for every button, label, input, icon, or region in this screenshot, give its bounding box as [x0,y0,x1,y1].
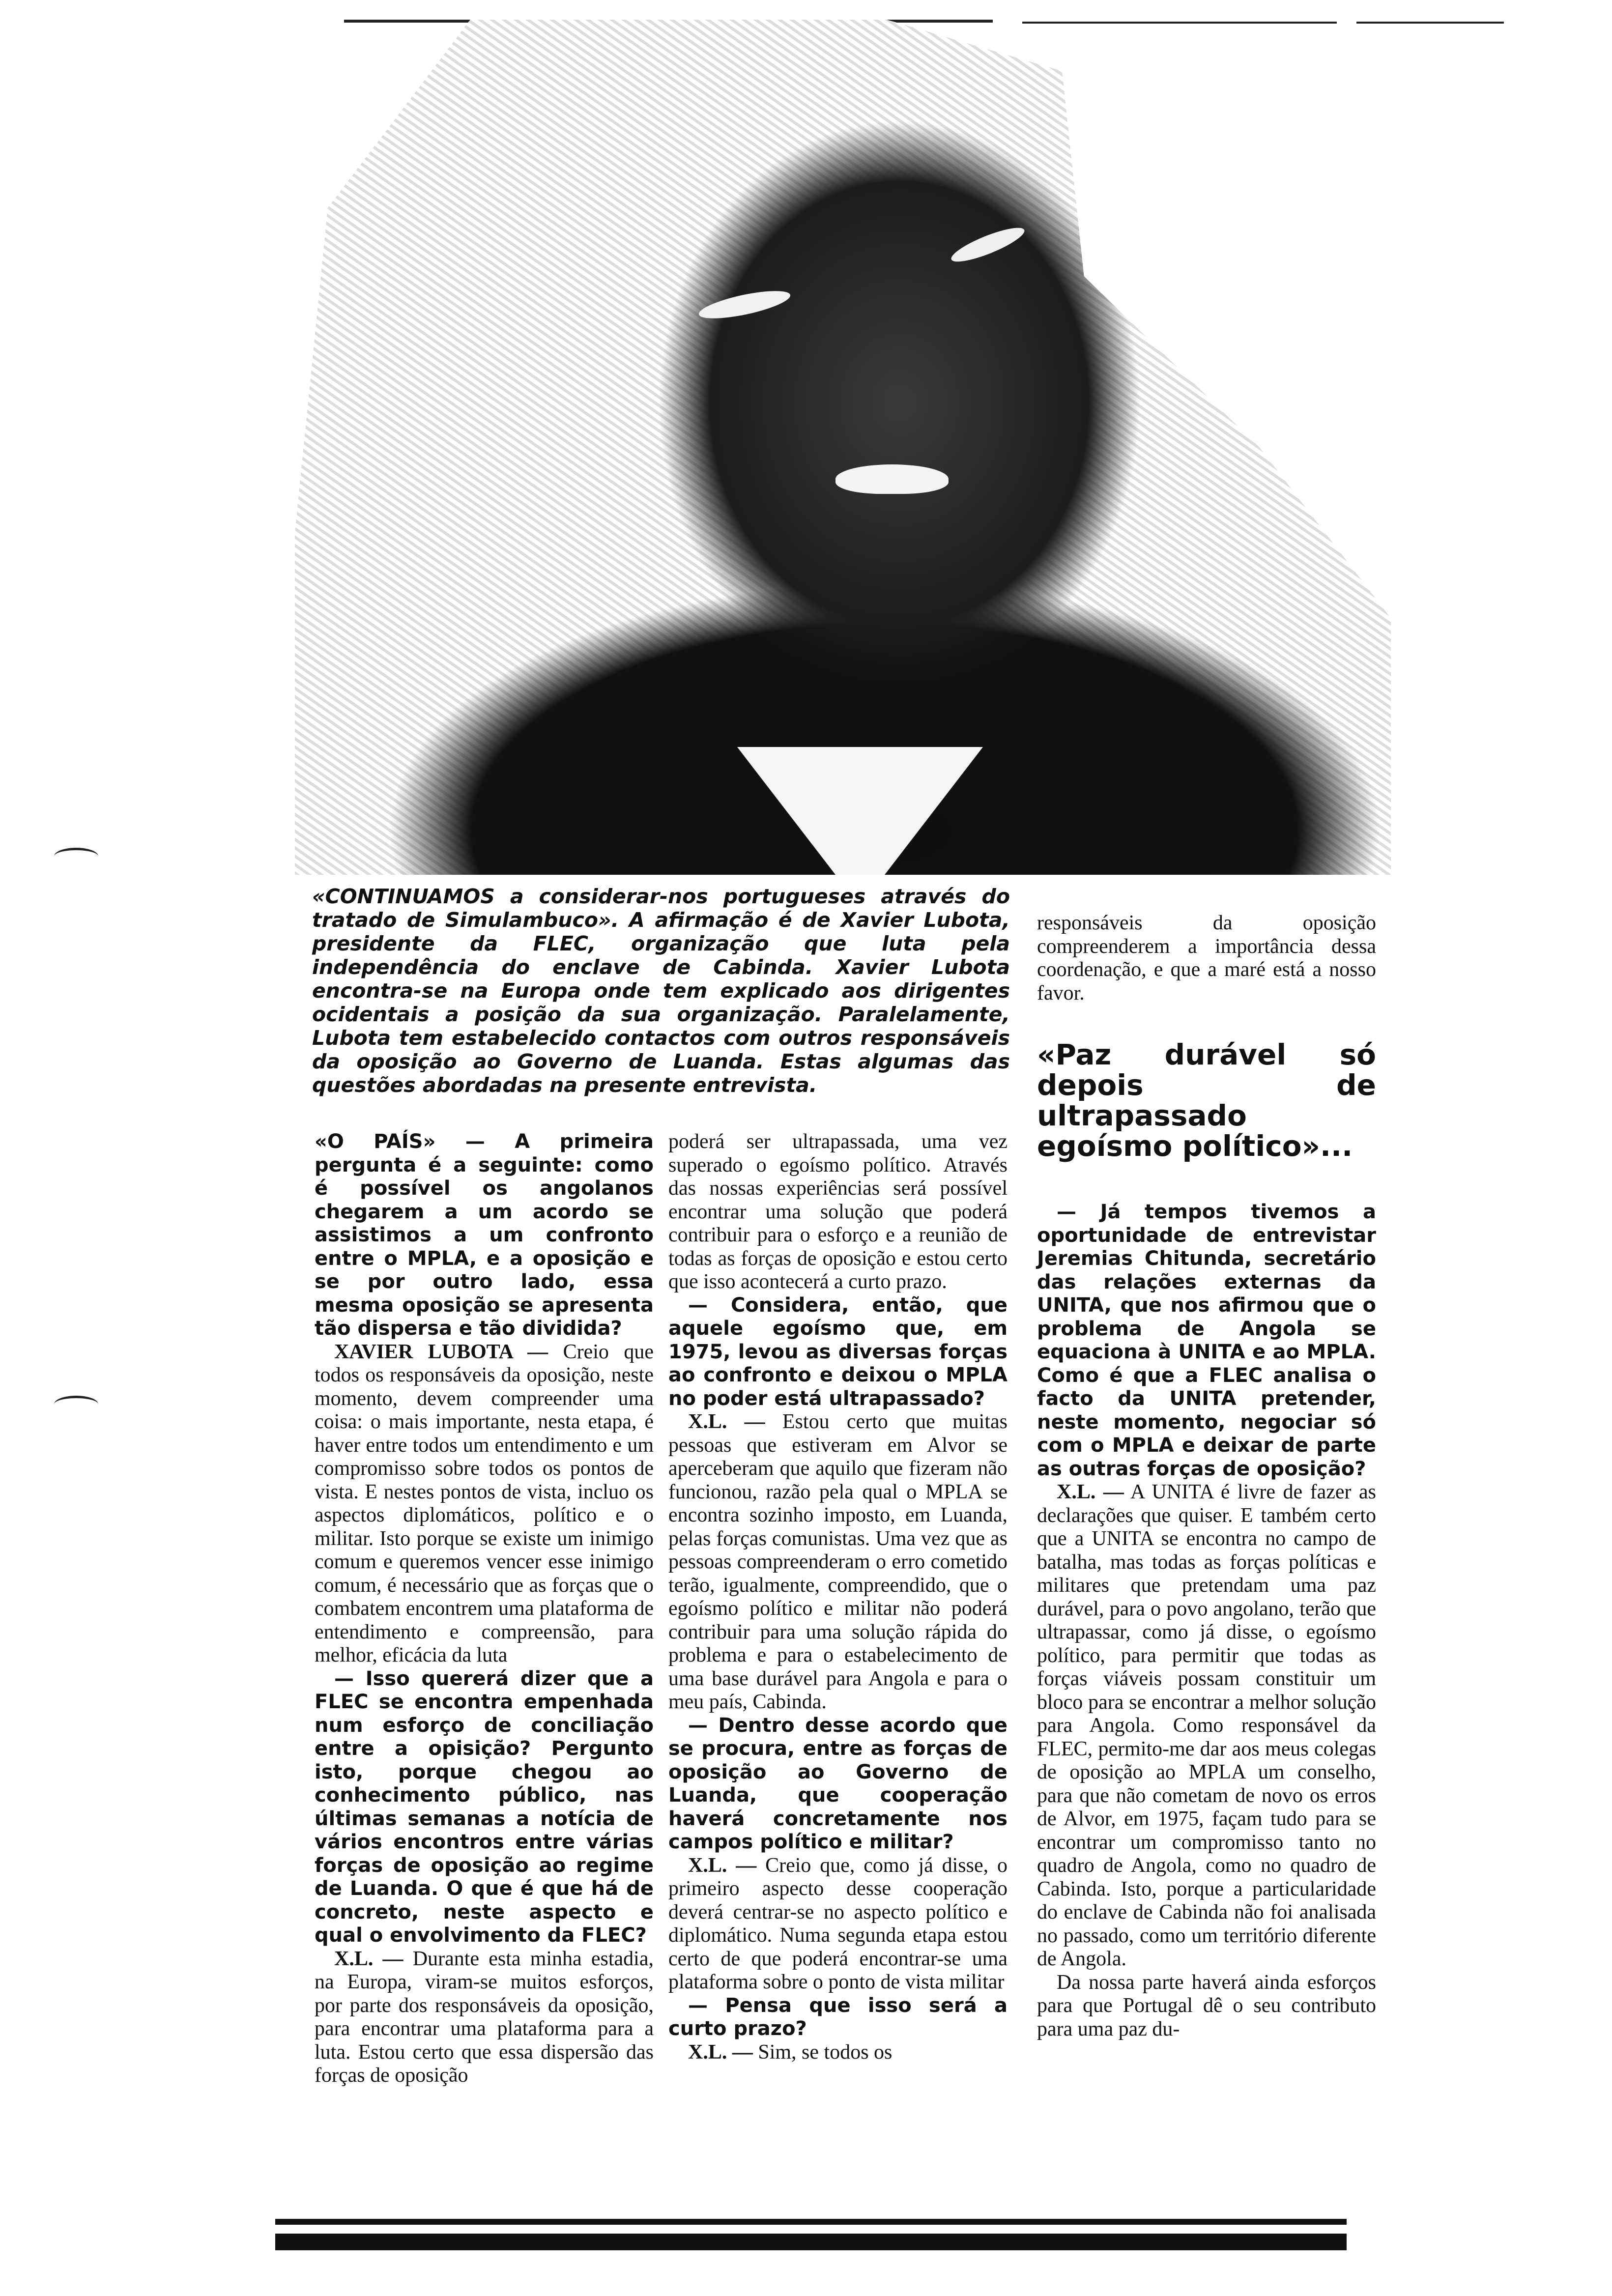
speaker-label: X.L. — [1057,1481,1124,1503]
question-6: — Já tempos tivemos a oportunidade de entrevistar Jeremias Chitunda, secretário das relações externas da UNITA, que nos afirmou que o problema de Angola se equaciona à UNITA e ao MPLA. Como é que a FLEC analisa o facto da UNITA pretender, neste momento, negociar só com o MPLA e deixar de parte as outras forças de oposição? [1037,1201,1376,1480]
portrait-photo [295,20,1391,875]
speaker-label: X.L. — [334,1947,403,1970]
answer-text: A UNITA é livre de fazer as declarações que quiser. E também certo que a UNITA se encontra no campo de batalha, mas todas as forças políticas e militares que pretendam uma paz durável, para o povo angolano, terão que ultrapassar, como já disse, o egoísmo político, para permitir que todas as forças viáveis possam constituir um bloco para se encontrar a melhor solução para Angola. Como responsável da FLEC, permito-me dar aos meus colegas de oposição ao MPLA um conselho, para que não cometam de novo os erros de Alvor, em 1975, façam tudo para se encontrar um compromisso tanto no quadro de Angola, como no quadro de Cabinda. Isto, porque a particularidade do enclave de Cabinda não foi analisada no passado, como um território diferente de Angola. [1037,1481,1376,1970]
margin-mark [54,848,98,865]
answer-3 [668,1410,1008,1714]
question-4: — Dentro desse acordo que se procura, entre as forças de oposição ao Governo de Luanda, que cooperação haverá concretamente nos campos político e militar? [668,1714,1008,1853]
answer-6 [1037,1481,1376,1971]
answer-2-continued: poderá ser ultrapassada, uma vez superado o egoísmo político. Através das nossas experiências será possível encontrar uma solução que poderá contribuir para o esforço e a reunião de todas as forças de oposição e estou certo que isso acontecerá a curto prazo. [668,1130,1008,1293]
bottom-rule [275,2219,1347,2225]
lead-paragraph: «CONTINUAMOS a considerar-nos portugueses através do tratado de Simulambuco». A afirmação é de Xavier Lubota, presidente da FLEC, organização que luta pela independência do enclave de Cabinda. Xavier Lubota encontra-se na Europa onde tem explicado aos dirigentes ocidentais a posição da sua organização. Paralelamente, Lubota tem estabelecido contactos com outros responsáveis da oposição ao Governo de Luanda. Estas algumas das questões abordadas na presente entrevista. [312,885,1010,1097]
question-3: — Considera, então, que aquele egoísmo que, em 1975, levou as diversas forças ao confronto e deixou o MPLA no poder está ultrapassado? [668,1293,1008,1410]
column-3 [1037,912,1376,2041]
column-2 [668,1130,1008,2064]
answer-text: Sim, se todos os [758,2040,892,2064]
answer-5 [668,2041,1008,2065]
question-1: «O PAÍS» — A primeira pergunta é a seguinte: como é possível os angolanos chegarem a um acordo se assistimos a um confronto entre o MPLA, e a oposição e se por outro lado, essa mesma oposição se apresenta tão dispersa e tão dividida? [315,1130,654,1340]
answer-text: Creio que todos os responsáveis da oposição, neste momento, devem compreender uma coisa: o mais importante, nesta etapa, é haver entre todos um entendimento e um compromisso sobre todos os pontos de vista. E nestes pontos de vista, incluo os aspectos diplomáticos, político e o militar. Isto porque se existe um inimigo comum e queremos vencer esse inimigo comum, é necessário que as forças que o combatem encontrem uma plataforma de entendimento e compreensão, para melhor, eficácia da luta [315,1340,654,1666]
answer-5-continued: responsáveis da oposição compreenderem a importância dessa coordenação, e que a maré está a nosso favor. [1037,912,1376,1004]
speaker-label: X.L. — [688,1410,765,1433]
bottom-rule-thick [275,2234,1347,2250]
question-5: — Pensa que isso será a curto prazo? [668,1994,1008,2040]
answer-1 [315,1341,654,1667]
top-rule-far [1356,22,1504,24]
photo-highlight [697,286,792,324]
lead-block [312,885,1010,1097]
answer-6-continued: Da nossa parte haverá ainda esforços para que Portugal dê o seu contributo para uma paz du- [1037,1971,1376,2040]
answer-text: Creio que, como já disse, o primeiro aspecto desse cooperação deverá centrar-se no aspecto político e diplomático. Numa segunda etapa estou certo de que poderá encontrar-se uma plataforma sobre o ponto de vista militar [668,1854,1008,1993]
answer-text: Estou certo que muitas pessoas que estiveram em Alvor se aperceberam que aquilo que fizeram não funcionou, razão pela qual o MPLA se encontra sozinho imposto, em Luanda, pelas forças comunistas. Uma vez que as pessoas compreenderam o erro cometido terão, igualmente, compreendido, que o egoísmo político e militar não poderá contribuir para uma solução rápida do problema e para o estabelecimento de uma base durável para Angola e para o meu país, Cabinda. [668,1410,1008,1713]
margin-mark [54,1396,98,1413]
photo-highlight [835,464,949,494]
answer-text: Durante esta minha estadia, na Europa, viram-se muitos esforços, por parte dos responsáveis da oposição, para encontrar uma plataforma para a luta. Estou certo que essa dispersão das forças de oposição [315,1947,654,2087]
photo-highlight [948,222,1028,267]
sub-headline: «Paz durável só depois de ultrapassado egoísmo político»... [1037,1038,1376,1163]
speaker-label: X.L. — [688,1854,757,1877]
answer-4 [668,1854,1008,1994]
speaker-label: X.L. — [688,2040,753,2064]
photo-shirt-collar [737,747,983,875]
question-2: — Isso quererá dizer que a FLEC se encontra empenhada num esforço de conciliação entre a opisição? Pergunto isto, porque chegou ao conhecimento público, nas últimas semanas a notícia de vários encontros entre várias forças de oposição ao regime de Luanda. O que é que há de concreto, neste aspecto e qual o envolvimento da FLEC? [315,1667,654,1947]
speaker-label: XAVIER LUBOTA — [334,1340,548,1363]
column-1 [315,1130,654,2088]
top-rule-right [1022,22,1337,24]
answer-2 [315,1948,654,2088]
